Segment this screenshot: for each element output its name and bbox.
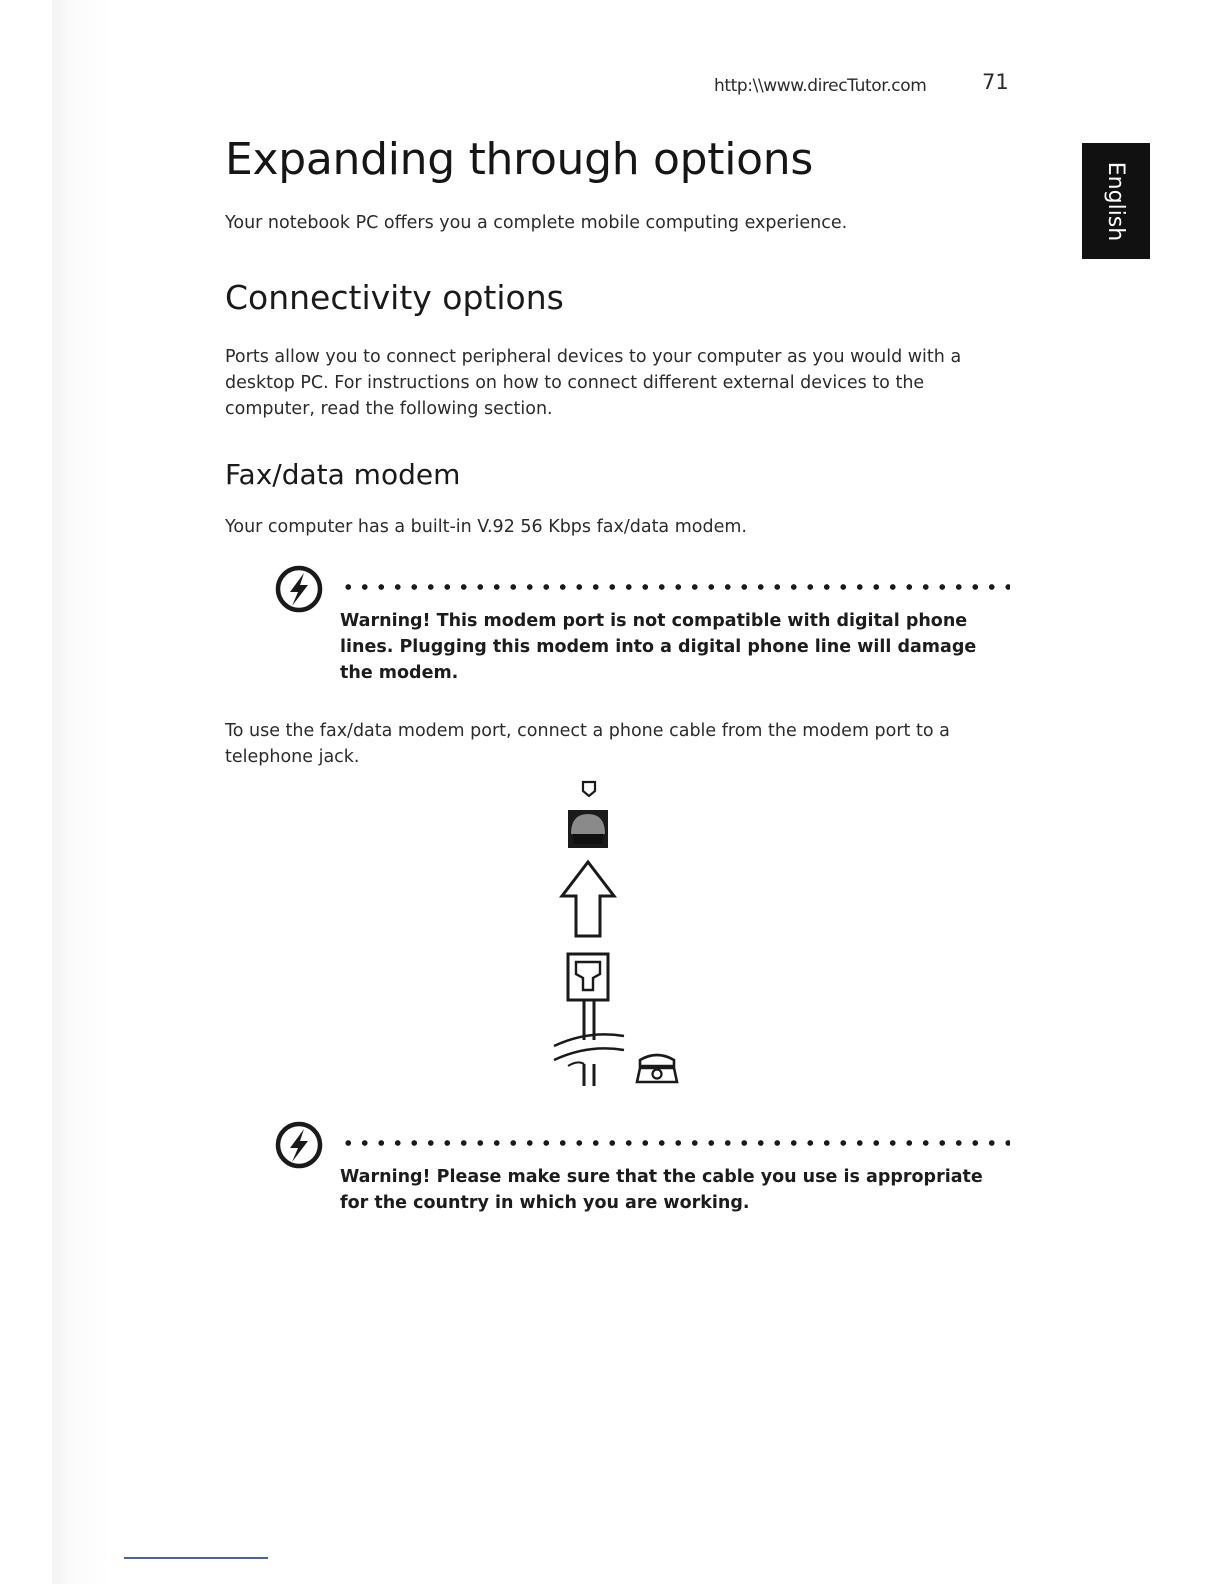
language-tab-label: English [1103, 161, 1129, 241]
page-number: 71 [982, 70, 1009, 94]
intro-paragraph: Your notebook PC offers you a complete mobile computing experience. [225, 213, 848, 233]
connectivity-paragraph: Ports allow you to connect peripheral devices to your computer as you would with a desktop PC. For instructions on how to connect different external devices to the computer, read the following section. [225, 347, 962, 419]
insert-arrow [562, 862, 614, 936]
cable-break [554, 1034, 624, 1086]
usage-paragraph: To use the fax/data modem port, connect a phone cable from the modem port to a telephone jack. [225, 721, 950, 767]
telephone-icon [637, 1055, 677, 1082]
page-title: Expanding through options [225, 134, 814, 185]
phone-cable-plug [568, 954, 608, 1040]
modem-port-socket [568, 810, 608, 848]
modem-paragraph: Your computer has a built-in V.92 56 Kbps fax/data modem. [225, 517, 747, 537]
warning-text: Warning! This modem port is not compatible with digital phone lines. Plugging this modem into a digital phone line will damage the modem. [340, 611, 977, 683]
warning-lightning-icon [274, 1120, 324, 1170]
modem-heading: Fax/data modem [225, 458, 461, 491]
warning-divider [340, 583, 1010, 591]
connectivity-heading: Connectivity options [225, 278, 564, 317]
warning-divider [340, 1139, 1010, 1147]
header-url: http:\\www.direcTutor.com [714, 76, 927, 96]
footer-rule [124, 1557, 268, 1559]
modem-connection-diagram [540, 778, 700, 1098]
language-tab [1082, 143, 1150, 259]
warning-lightning-icon [274, 564, 324, 614]
modem-port-icon [583, 782, 595, 796]
warning-text: Warning! Please make sure that the cable you use is appropriate for the country in which you are working. [340, 1167, 983, 1213]
